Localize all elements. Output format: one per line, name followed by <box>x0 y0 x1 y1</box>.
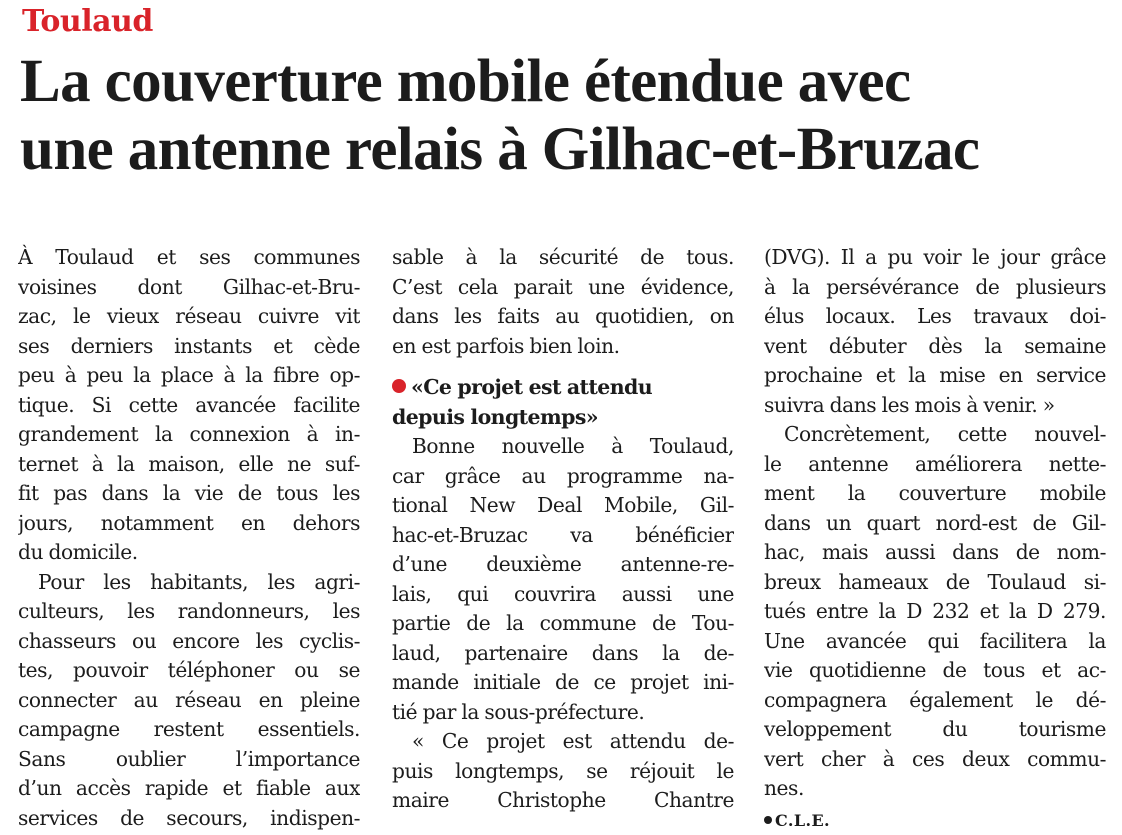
headline-line: La couverture mobile étendue avec <box>20 48 1110 116</box>
text-line: puis longtemps, se réjouit le <box>392 757 734 787</box>
text-line: chasseurs ou encore les cyclis- <box>18 627 360 657</box>
text-line: en est parfois bien loin. <box>392 332 734 362</box>
text-line: dans un quart nord-est de Gil- <box>764 509 1106 539</box>
text-line: élus locaux. Les travaux doi- <box>764 302 1106 332</box>
text-line: mande initiale de ce projet ini- <box>392 668 734 698</box>
text-line: vie quotidienne de tous et ac- <box>764 656 1106 686</box>
text-line: vert cher à ces deux commu- <box>764 745 1106 775</box>
text-line: d’une deuxième antenne-re- <box>392 550 734 580</box>
text-line: laud, partenaire dans la de- <box>392 639 734 669</box>
text-line: « Ce projet est attendu de- <box>392 727 734 757</box>
bullet-icon <box>764 816 772 824</box>
text-line: veloppement du tourisme <box>764 715 1106 745</box>
text-line: prochaine et la mise en service <box>764 361 1106 391</box>
text-line: ternet à la maison, elle ne suf- <box>18 450 360 480</box>
text-line: dans les faits au quotidien, on <box>392 302 734 332</box>
text-line: vent débuter dès la semaine <box>764 332 1106 362</box>
text-line: (DVG). Il a pu voir le jour grâce <box>764 243 1106 273</box>
text-line: jours, notamment en dehors <box>18 509 360 539</box>
text-line: hac, mais aussi dans de nom- <box>764 538 1106 568</box>
signature-text: C.L.E. <box>775 811 830 830</box>
subheading-line: depuis longtemps» <box>392 403 734 433</box>
red-bullet-icon <box>392 379 406 393</box>
text-line: nes. <box>764 774 1106 804</box>
text-line: tique. Si cette avancée facilite <box>18 391 360 421</box>
text-line: lais, qui couvrira aussi une <box>392 580 734 610</box>
text-line: d’un accès rapide et fiable aux <box>18 774 360 804</box>
text-line: grandement la connexion à in- <box>18 420 360 450</box>
text-line: culteurs, les randonneurs, les <box>18 597 360 627</box>
section-kicker: Toulaud <box>22 4 153 39</box>
headline <box>20 48 1110 184</box>
text-line: Pour les habitants, les agri- <box>18 568 360 598</box>
text-line: À Toulaud et ses communes <box>18 243 360 273</box>
text-line: Concrètement, cette nouvel- <box>764 420 1106 450</box>
text-line: à la persévérance de plusieurs <box>764 273 1106 303</box>
text-line: C’est cela parait une évidence, <box>392 273 734 303</box>
text-line: sable à la sécurité de tous. <box>392 243 734 273</box>
column-2 <box>392 243 734 816</box>
subheading-line: «Ce projet est attendu <box>411 375 652 399</box>
subheading <box>392 373 734 432</box>
author-signature <box>764 806 1106 835</box>
text-line: Sans oublier l’importance <box>18 745 360 775</box>
text-line: Une avancée qui facilitera la <box>764 627 1106 657</box>
text-line: partie de la commune de Tou- <box>392 609 734 639</box>
text-line: fit pas dans la vie de tous les <box>18 479 360 509</box>
text-line: services de secours, indispen- <box>18 804 360 834</box>
text-line: connecter au réseau en pleine <box>18 686 360 716</box>
text-line: du domicile. <box>18 538 360 568</box>
text-line: zac, le vieux réseau cuivre vit <box>18 302 360 332</box>
text-line: ment la couverture mobile <box>764 479 1106 509</box>
text-line: peu à peu la place à la fibre op- <box>18 361 360 391</box>
text-line: suivra dans les mois à venir. » <box>764 391 1106 421</box>
text-line: tional New Deal Mobile, Gil- <box>392 491 734 521</box>
text-line: car grâce au programme na- <box>392 462 734 492</box>
text-line: tes, pouvoir téléphoner ou se <box>18 656 360 686</box>
text-line: compagnera également le dé- <box>764 686 1106 716</box>
text-line: campagne restent essentiels. <box>18 715 360 745</box>
column-1 <box>18 243 360 833</box>
text-line: hac-et-Bruzac va bénéficier <box>392 521 734 551</box>
headline-line: une antenne relais à Gilhac-et-Bruzac <box>20 116 1110 184</box>
text-line: Bonne nouvelle à Toulaud, <box>392 432 734 462</box>
text-line: maire Christophe Chantre <box>392 786 734 816</box>
text-line: breux hameaux de Toulaud si- <box>764 568 1106 598</box>
column-3 <box>764 243 1106 835</box>
text-line: tié par la sous-préfecture. <box>392 698 734 728</box>
text-line: tués entre la D 232 et la D 279. <box>764 597 1106 627</box>
text-line: le antenne améliorera nette- <box>764 450 1106 480</box>
text-line: voisines dont Gilhac-et-Bru- <box>18 273 360 303</box>
text-line: ses derniers instants et cède <box>18 332 360 362</box>
